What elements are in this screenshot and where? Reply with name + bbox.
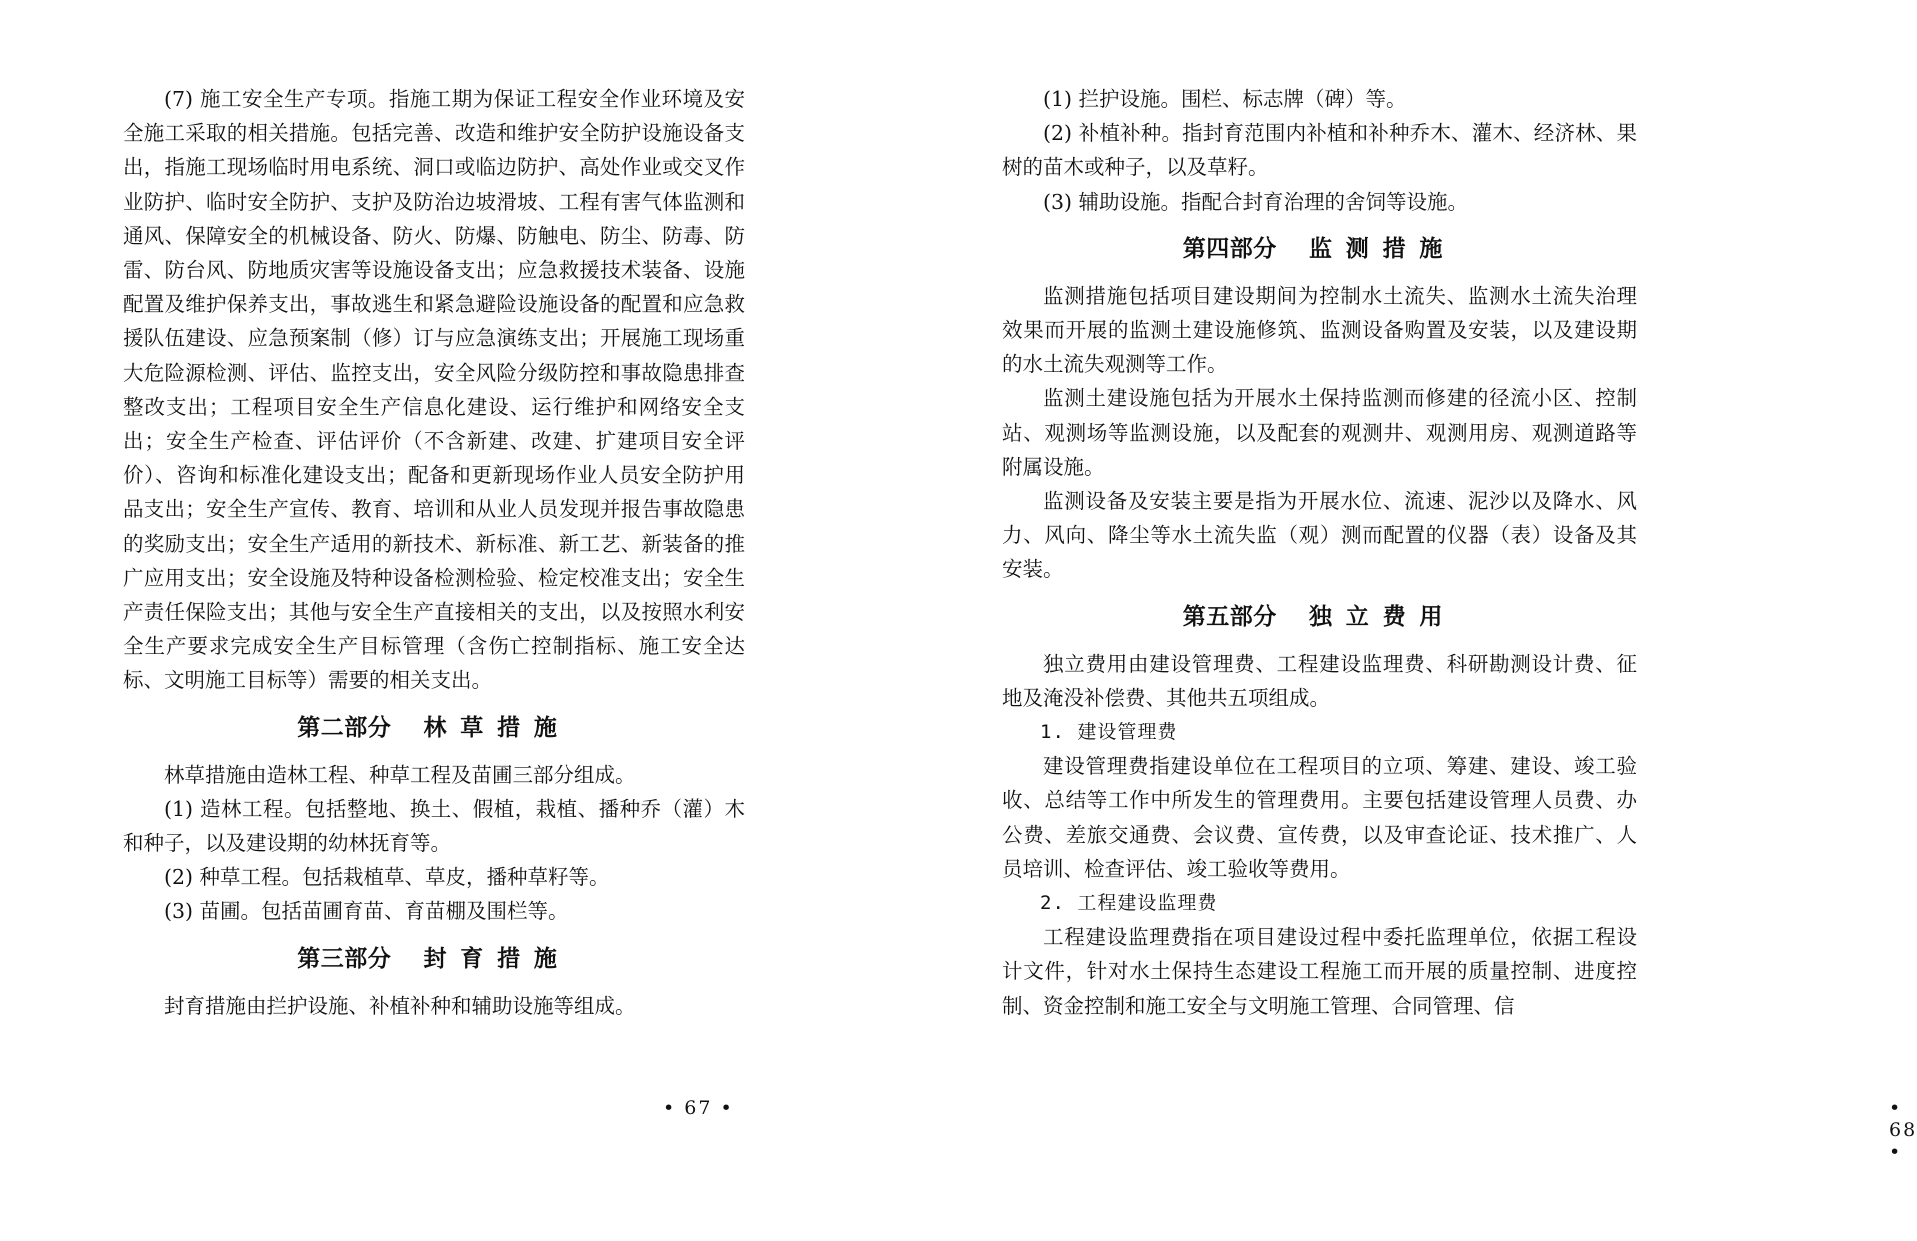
paragraph-independent-costs: 独立费用由建设管理费、工程建设监理费、科研勘测设计费、征地及淹没补偿费、其他共五项组成。 xyxy=(1002,651,1637,710)
left-page xyxy=(0,0,877,1241)
right-column xyxy=(1002,82,1637,1023)
list-item: (3) 苗圃。包括苗圃育苗、育苗棚及围栏等。 xyxy=(164,899,569,924)
list-item: (2) 补植补种。指封育范围内补植和补种乔木、灌木、经济林、果树的苗木或种子，以及草籽。 xyxy=(1002,121,1637,180)
section-heading-part3 xyxy=(123,939,745,979)
section-title: 监测措施 xyxy=(1308,235,1457,262)
section-heading-part5 xyxy=(1002,597,1637,637)
paragraph-part3-intro: 封育措施由拦护设施、补植补种和辅助设施等组成。 xyxy=(164,993,636,1018)
section-label: 第三部分 xyxy=(297,945,392,972)
page-number: • 68 • xyxy=(1889,1097,1917,1163)
paragraph-management-fee: 建设管理费指建设单位在工程项目的立项、筹建、建设、竣工验收、总结等工作中所发生的管理费用。主要包括建设管理人员费、办公费、差旅交通费、会议费、宣传费，以及审查论证、技术推广、人员培训、检查评估、竣工验收等费用。 xyxy=(1002,754,1637,881)
subsection-heading: 2. 工程建设监理费 xyxy=(1040,892,1218,915)
left-column xyxy=(123,82,745,1023)
subsection-heading: 1. 建设管理费 xyxy=(1040,721,1178,744)
paragraph-supervision-fee: 工程建设监理费指在项目建设过程中委托监理单位，依据工程设计文件，针对水土保持生态建设工程施工而开展的质量控制、进度控制、资金控制和施工安全与文明施工管理、合同管理、信 xyxy=(1002,925,1637,1018)
list-item: (2) 种草工程。包括栽植草、草皮，播种草籽等。 xyxy=(164,865,610,890)
paragraph-monitoring-2: 监测土建设施包括为开展水土保持监测而修建的径流小区、控制站、观测场等监测设施，以及配套的观测井、观测用房、观测道路等附属设施。 xyxy=(1002,386,1637,479)
section-label: 第四部分 xyxy=(1182,235,1277,262)
paragraph-monitoring-3: 监测设备及安装主要是指为开展水位、流速、泥沙以及降水、风力、风向、降尘等水土流失监（观）测而配置的仪器（表）设备及其安装。 xyxy=(1002,489,1637,582)
section-title: 林草措施 xyxy=(423,714,571,741)
list-item: (1) 拦护设施。围栏、标志牌（碑）等。 xyxy=(1043,87,1407,111)
paragraph-monitoring-1: 监测措施包括项目建设期间为控制水土流失、监测水土流失治理效果而开展的监测土建设施修筑、监测设备购置及安装，以及建设期的水土流失观测等工作。 xyxy=(1002,283,1637,377)
section-label: 第五部分 xyxy=(1182,603,1277,630)
section-title: 封育措施 xyxy=(423,945,571,972)
section-label: 第二部分 xyxy=(297,714,392,741)
section-heading-part2 xyxy=(123,708,745,748)
list-item: (3) 辅助设施。指配合封育治理的舍饲等设施。 xyxy=(1043,189,1469,214)
section-title: 独立费用 xyxy=(1308,603,1457,630)
paragraph-safety-production: (7) 施工安全生产专项。指施工期为保证工程安全作业环境及安全施工采取的相关措施。包括完善、改造和维护安全防护设施设备支出，指施工现场临时用电系统、洞口或临边防护、高处作业或交叉作业防护、临时安全防护、支护及防治边坡滑坡、工程有害气体监测和通风、保障安全的机械设备、防火、防爆、防触电、防尘、防毒、防雷、防台风、防地质灾害等设施设备支出；应急救援技术装备、设施配置及维护保养支出，事故逃生和紧急避险设施设备的配置和应急救援队伍建设、应急预案制（修）订与应急演练支出；开展施工现场重大危险源检测、评估、监控支出，安全风险分级防控和事故隐患排查整改支出；工程项目安全生产信息化建设、运行维护和网络安全支出；安全生产检查、评估评价（不含新建、改建、扩建项目安全评价）、咨询和标准化建设支出；配备和更新现场作业人员安全防护用品支出；安全生产宣传、教育、培训和从业人员发现并报告事故隐患的奖励支出；安全生产适用的新技术、新标准、新工艺、新装备的推广应用支出；安全设施及特种设备检测检验、检定校准支出；安全生产责任保险支出；其他与安全生产直接相关的支出，以及按照水利安全生产要求完成安全生产目标管理（含伤亡控制指标、施工安全达标、文明施工目标等）需要的相关支出。 xyxy=(123,87,745,693)
right-page xyxy=(877,0,1917,1241)
section-heading-part4 xyxy=(1002,229,1637,269)
paragraph-part2-intro: 林草措施由造林工程、种草工程及苗圃三部分组成。 xyxy=(164,762,636,787)
list-item: (1) 造林工程。包括整地、换土、假植，栽植、播种乔（灌）木和种子，以及建设期的幼林抚育等。 xyxy=(123,796,745,856)
page-number: • 67 • xyxy=(663,1097,734,1119)
